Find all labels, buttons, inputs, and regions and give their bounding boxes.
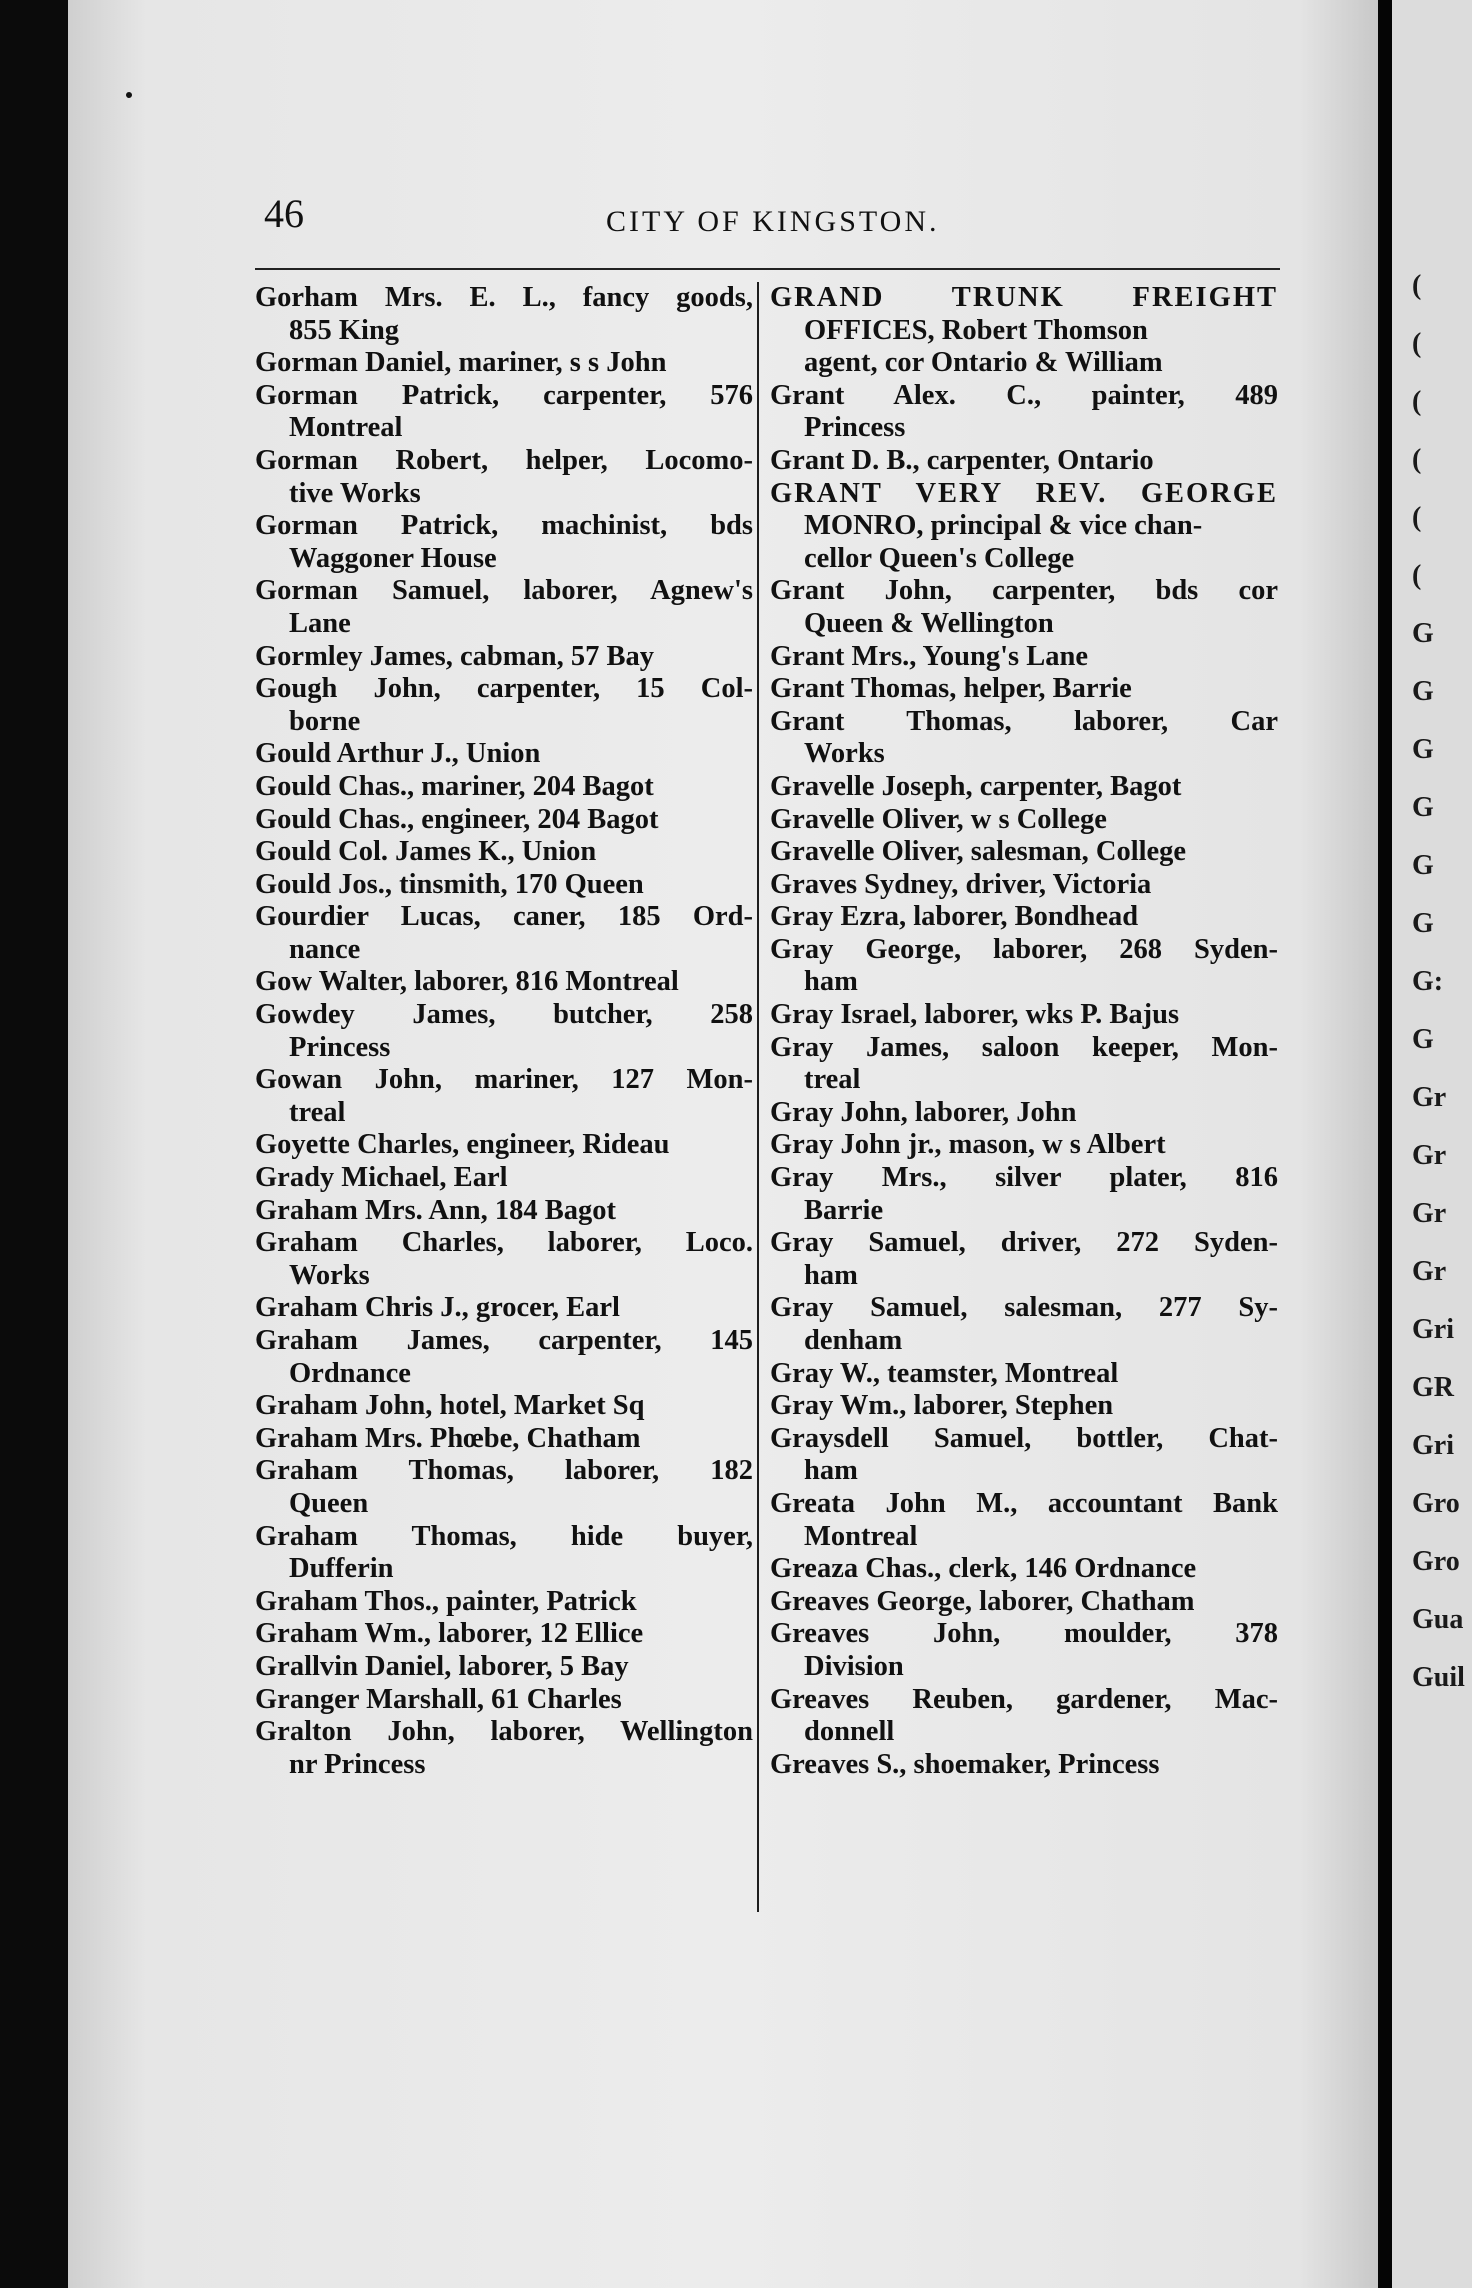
directory-entry <box>255 771 753 804</box>
directory-entry <box>770 673 1278 706</box>
entry-continuation: Division <box>804 1650 904 1682</box>
entry-continuation: ham <box>804 1259 858 1291</box>
directory-entry <box>770 901 1278 934</box>
entry-continuation: treal <box>804 1064 861 1096</box>
entry-line: Graham Thomas, hide buyer, <box>255 1520 753 1552</box>
adjacent-page-fragment: Guil <box>1412 1662 1465 1693</box>
directory-entry <box>255 738 753 771</box>
adjacent-page-fragment: G <box>1412 1024 1434 1055</box>
entry-line: Gray John jr., mason, w s Albert <box>770 1129 1166 1161</box>
entry-line: Gray Ezra, laborer, Bondhead <box>770 901 1139 933</box>
directory-entry <box>255 641 753 674</box>
adjacent-page-fragment: G <box>1412 734 1434 765</box>
entry-line: Gravelle Joseph, carpenter, Bagot <box>770 770 1182 802</box>
entry-line: Gorman Robert, helper, Locomo- <box>255 444 753 476</box>
entry-line: Grant Thomas, laborer, Car <box>770 705 1278 737</box>
entry-continuation: cellor Queen's College <box>804 542 1075 574</box>
adjacent-page-fragment: Gr <box>1412 1082 1447 1113</box>
directory-entry <box>770 1358 1278 1391</box>
entry-continuation: Works <box>804 738 885 770</box>
directory-entry <box>770 1553 1278 1586</box>
entry-continuation: Montreal <box>289 412 403 444</box>
directory-entry <box>255 1325 753 1390</box>
adjacent-page-fragment: ( <box>1412 328 1422 359</box>
adjacent-page-fragment: Gri <box>1412 1314 1454 1345</box>
directory-entry <box>770 1390 1278 1423</box>
entry-line: Greaves S., shoemaker, Princess <box>770 1748 1160 1780</box>
directory-entry <box>255 1651 753 1684</box>
directory-entry <box>255 1423 753 1456</box>
entry-continuation: ham <box>804 966 858 998</box>
entry-line: Graham Mrs. Phœbe, Chatham <box>255 1422 641 1454</box>
adjacent-page-fragment: G <box>1412 850 1434 881</box>
entry-line: Goyette Charles, engineer, Rideau <box>255 1129 670 1161</box>
entry-line: Grant Mrs., Young's Lane <box>770 640 1089 672</box>
entry-continuation: donnell <box>804 1716 895 1748</box>
entry-line: Gorham Mrs. E. L., fancy goods, <box>255 282 753 313</box>
directory-entry <box>255 673 753 738</box>
right-column <box>770 282 1278 1781</box>
directory-entry <box>255 1684 753 1717</box>
entry-line: Gormley James, cabman, 57 Bay <box>255 640 654 672</box>
directory-entry <box>255 445 753 510</box>
entry-continuation: denham <box>804 1325 903 1356</box>
directory-entry <box>255 1521 753 1586</box>
directory-entry <box>770 1032 1278 1097</box>
directory-entry <box>255 1064 753 1129</box>
directory-entry <box>255 1195 753 1228</box>
directory-entry <box>255 347 753 380</box>
adjacent-page-fragment: ( <box>1412 502 1422 533</box>
entry-line: Gray James, saloon keeper, Mon- <box>770 1031 1278 1063</box>
adjacent-page-fragment: GR <box>1412 1372 1454 1403</box>
entry-continuation: 855 King <box>289 314 400 346</box>
directory-entry <box>770 478 1278 576</box>
adjacent-page-fragment: G <box>1412 676 1434 707</box>
header-rule <box>255 268 1280 270</box>
entry-line: Graham James, carpenter, 145 <box>255 1325 753 1356</box>
entry-continuation: Dufferin <box>289 1553 394 1585</box>
running-head: CITY OF KINGSTON. <box>606 205 940 238</box>
entry-line: Graham Thos., painter, Patrick <box>255 1585 637 1617</box>
entry-continuation: Princess <box>289 1031 391 1063</box>
adjacent-page-fragment: ( <box>1412 444 1422 475</box>
entry-continuation: Ordnance <box>289 1357 411 1389</box>
adjacent-page-fragment: Gri <box>1412 1430 1454 1461</box>
directory-entry <box>770 836 1278 869</box>
entry-line: Gow Walter, laborer, 816 Montreal <box>255 966 679 998</box>
entry-continuation: Works <box>289 1259 370 1291</box>
directory-entry <box>255 836 753 869</box>
directory-entry <box>770 999 1278 1032</box>
entry-line: Gravelle Oliver, salesman, College <box>770 836 1187 868</box>
directory-entry <box>255 1227 753 1292</box>
directory-entry <box>255 869 753 902</box>
directory-entry <box>255 1586 753 1619</box>
adjacent-page-fragment: ( <box>1412 386 1422 417</box>
entry-line: Gorman Samuel, laborer, Agnew's <box>255 575 753 607</box>
left-column <box>255 282 753 1781</box>
directory-entry <box>255 282 753 347</box>
column-divider <box>757 282 759 1912</box>
adjacent-page-fragment: G <box>1412 792 1434 823</box>
page-header <box>178 190 1278 250</box>
entry-line: Graham John, hotel, Market Sq <box>255 1390 645 1422</box>
entry-line: Gorman Patrick, machinist, bds <box>255 510 753 542</box>
directory-entry <box>770 1423 1278 1488</box>
entry-continuation: Princess <box>804 412 906 444</box>
directory-entry <box>770 282 1278 380</box>
entry-line: Gould Chas., mariner, 204 Bagot <box>255 770 654 802</box>
directory-entry <box>770 1586 1278 1619</box>
adjacent-page-fragment: G: <box>1412 966 1444 997</box>
directory-entry <box>255 1162 753 1195</box>
entry-line: Gould Col. James K., Union <box>255 836 597 868</box>
directory-entry <box>770 771 1278 804</box>
entry-line: Gray Wm., laborer, Stephen <box>770 1390 1114 1422</box>
entry-line: GRANT VERY REV. GEORGE <box>770 477 1278 509</box>
directory-entry <box>770 1749 1278 1782</box>
entry-continuation: ham <box>804 1455 858 1487</box>
directory-entry <box>770 804 1278 837</box>
entry-line: Gray George, laborer, 268 Syden- <box>770 933 1278 965</box>
directory-entry <box>770 934 1278 999</box>
directory-entry <box>255 804 753 837</box>
directory-entry <box>255 1618 753 1651</box>
adjacent-page-fragment: Gro <box>1412 1546 1460 1577</box>
directory-entry <box>255 1716 753 1781</box>
directory-entry <box>255 380 753 445</box>
entry-continuation: Montreal <box>804 1520 918 1552</box>
directory-entry <box>770 1684 1278 1749</box>
entry-continuation: Queen <box>289 1487 369 1519</box>
entry-line: Gough John, carpenter, 15 Col- <box>255 673 753 705</box>
entry-line: Gourdier Lucas, caner, 185 Ord- <box>255 901 753 933</box>
adjacent-page-fragment: Gr <box>1412 1198 1447 1229</box>
directory-entry <box>255 1292 753 1325</box>
directory-entry <box>770 1227 1278 1292</box>
entry-line: Gould Arthur J., Union <box>255 738 541 770</box>
directory-entry <box>770 1292 1278 1357</box>
directory-entry <box>255 901 753 966</box>
directory-entry <box>770 1129 1278 1162</box>
entry-line: Gray Samuel, driver, 272 Syden- <box>770 1227 1278 1259</box>
entry-line: Greaves George, laborer, Chatham <box>770 1585 1195 1617</box>
directory-entry <box>255 510 753 575</box>
directory-entry <box>770 445 1278 478</box>
entry-continuation: Waggoner House <box>289 542 497 574</box>
entry-line: Gravelle Oliver, w s College <box>770 803 1107 835</box>
entry-line: Gould Jos., tinsmith, 170 Queen <box>255 868 644 900</box>
entry-continuation: Lane <box>289 607 351 639</box>
book-gutter <box>1378 0 1392 2288</box>
entry-line: Grallvin Daniel, laborer, 5 Bay <box>255 1650 629 1682</box>
directory-entry <box>255 575 753 640</box>
entry-continuation: MONRO, principal & vice chan- <box>804 510 1203 542</box>
entry-line: Grant Thomas, helper, Barrie <box>770 673 1132 705</box>
entry-line: Grady Michael, Earl <box>255 1162 508 1194</box>
entry-line: Gray Samuel, salesman, 277 Sy- <box>770 1292 1278 1324</box>
entry-line: Greaves John, moulder, 378 <box>770 1618 1278 1650</box>
entry-line: GRAND TRUNK FREIGHT <box>770 282 1278 313</box>
entry-line: Greaza Chas., clerk, 146 Ordnance <box>770 1553 1197 1585</box>
entry-line: Graham Thomas, laborer, 182 <box>255 1455 753 1487</box>
entry-line: Gray W., teamster, Montreal <box>770 1357 1119 1389</box>
adjacent-page-fragment: Gr <box>1412 1256 1447 1287</box>
entry-line: Gray Israel, laborer, wks P. Bajus <box>770 999 1180 1031</box>
adjacent-page-edge <box>1392 0 1472 2288</box>
entry-line: Graham Charles, laborer, Loco. <box>255 1227 753 1259</box>
entry-line: Gowdey James, butcher, 258 <box>255 999 753 1031</box>
entry-line: Graysdell Samuel, bottler, Chat- <box>770 1422 1278 1454</box>
directory-entry <box>770 641 1278 674</box>
entry-continuation: Queen & Wellington <box>804 607 1054 639</box>
adjacent-page-fragment: G <box>1412 618 1434 649</box>
directory-entry <box>770 1162 1278 1227</box>
entry-line: Greaves Reuben, gardener, Mac- <box>770 1683 1278 1715</box>
adjacent-page-fragment: G <box>1412 908 1434 939</box>
entry-line: Gorman Patrick, carpenter, 576 <box>255 379 753 411</box>
directory-entry <box>770 869 1278 902</box>
entry-continuation: treal <box>289 1096 346 1128</box>
directory-entry <box>770 1097 1278 1130</box>
entry-line: Graham Mrs. Ann, 184 Bagot <box>255 1194 617 1226</box>
entry-line: Gowan John, mariner, 127 Mon- <box>255 1064 753 1096</box>
directory-entry <box>255 1390 753 1423</box>
entry-continuation: borne <box>289 705 361 737</box>
directory-entry <box>770 1618 1278 1683</box>
entry-line: Grant Alex. C., painter, 489 <box>770 379 1278 411</box>
entry-line: Gralton John, laborer, Wellington <box>255 1716 753 1748</box>
entry-continuation: agent, cor Ontario & William <box>804 347 1163 379</box>
entry-line: Gray John, laborer, John <box>770 1096 1077 1128</box>
entry-line: Graham Chris J., grocer, Earl <box>255 1292 620 1324</box>
entry-continuation: nr Princess <box>289 1748 426 1780</box>
entry-line: Grant D. B., carpenter, Ontario <box>770 444 1154 476</box>
entry-continuation: OFFICES, Robert Thomson <box>804 314 1148 346</box>
entry-line: Granger Marshall, 61 Charles <box>255 1683 622 1715</box>
entry-continuation: tive Works <box>289 477 421 509</box>
entry-line: Gorman Daniel, mariner, s s John <box>255 347 667 379</box>
adjacent-page-fragment: Gr <box>1412 1140 1447 1171</box>
directory-entry <box>770 706 1278 771</box>
entry-line: Gould Chas., engineer, 204 Bagot <box>255 803 659 835</box>
entry-line: Graham Wm., laborer, 12 Ellice <box>255 1618 644 1650</box>
directory-entry <box>770 1488 1278 1553</box>
directory-entry <box>255 999 753 1064</box>
entry-line: Graves Sydney, driver, Victoria <box>770 868 1152 900</box>
directory-entry <box>770 575 1278 640</box>
adjacent-page-fragment: ( <box>1412 560 1422 591</box>
entry-line: Gray Mrs., silver plater, 816 <box>770 1162 1278 1194</box>
directory-entry <box>255 966 753 999</box>
adjacent-page-fragment: ( <box>1412 270 1422 301</box>
directory-entry <box>255 1129 753 1162</box>
entry-line: Greata John M., accountant Bank <box>770 1487 1278 1519</box>
directory-entry <box>255 1455 753 1520</box>
adjacent-page-fragment: Gua <box>1412 1604 1464 1635</box>
dust-speck <box>126 92 132 98</box>
directory-entry <box>770 380 1278 445</box>
page-number: 46 <box>264 191 304 236</box>
entry-continuation: Barrie <box>804 1194 884 1226</box>
entry-line: Grant John, carpenter, bds cor <box>770 575 1278 607</box>
adjacent-page-fragment: Gro <box>1412 1488 1460 1519</box>
entry-continuation: nance <box>289 933 361 965</box>
